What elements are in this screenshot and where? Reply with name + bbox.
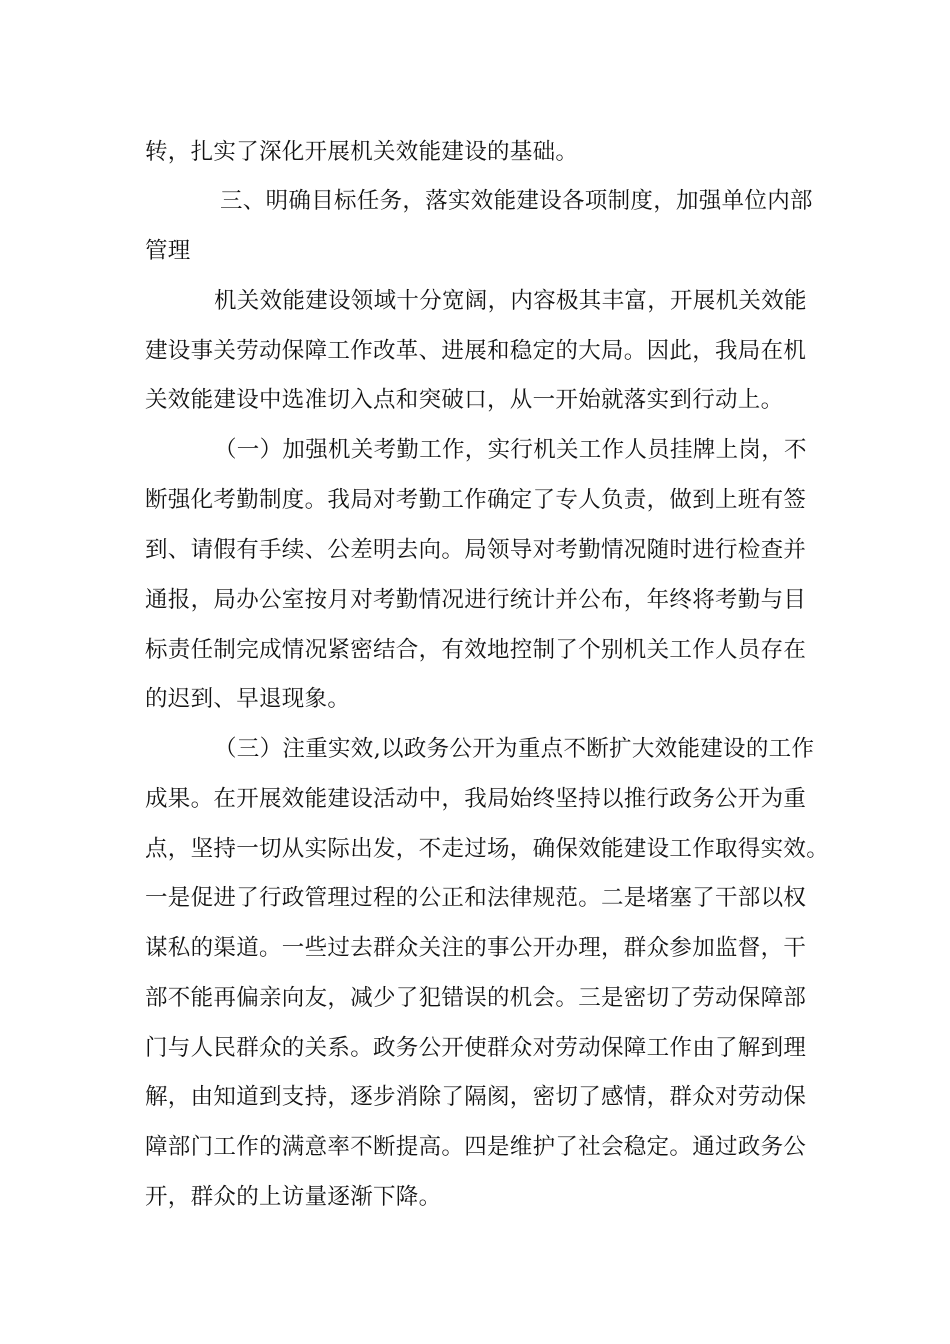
paragraph-line: 点，坚持一切从实际出发，不走过场，确保效能建设工作取得实效。 — [145, 836, 830, 862]
section-heading: 三、明确目标任务，落实效能建设各项制度，加强单位内部 — [220, 188, 813, 214]
subsection-heading: （三）注重实效,以政务公开为重点不断扩大效能建设的工作 — [214, 736, 815, 762]
paragraph-line: 开，群众的上访量逐渐下降。 — [145, 1184, 442, 1210]
section-heading-continuation: 管理 — [145, 238, 191, 264]
paragraph-line: 断强化考勤制度。我局对考勤工作确定了专人负责，做到上班有签 — [145, 487, 807, 513]
paragraph-line: 通报，局办公室按月对考勤情况进行统计并公布，年终将考勤与目 — [145, 587, 807, 613]
paragraph-line: 转，扎实了深化开展机关效能建设的基础。 — [145, 139, 579, 165]
paragraph-line: 标责任制完成情况紧密结合，有效地控制了个别机关工作人员存在 — [145, 637, 807, 663]
paragraph-line: 机关效能建设领域十分宽阔，内容极其丰富，开展机关效能 — [214, 288, 807, 314]
subsection-heading: （一）加强机关考勤工作，实行机关工作人员挂牌上岗，不 — [214, 437, 807, 463]
paragraph-line: 一是促进了行政管理过程的公正和法律规范。二是堵塞了干部以权 — [145, 885, 807, 911]
paragraph-line: 的迟到、早退现象。 — [145, 686, 351, 712]
paragraph-line: 到、请假有手续、公差明去向。局领导对考勤情况随时进行检查并 — [145, 537, 807, 563]
paragraph-line: 建设事关劳动保障工作改革、进展和稳定的大局。因此，我局在机 — [145, 338, 807, 364]
paragraph-line: 障部门工作的满意率不断提高。四是维护了社会稳定。通过政务公 — [145, 1134, 807, 1160]
paragraph-line: 门与人民群众的关系。政务公开使群众对劳动保障工作由了解到理 — [145, 1035, 807, 1061]
paragraph-line: 成果。在开展效能建设活动中，我局始终坚持以推行政务公开为重 — [145, 786, 807, 812]
paragraph-line: 解，由知道到支持，逐步消除了隔阂，密切了感情，群众对劳动保 — [145, 1084, 807, 1110]
paragraph-line: 部不能再偏亲向友，减少了犯错误的机会。三是密切了劳动保障部 — [145, 985, 807, 1011]
paragraph-line: 关效能建设中选准切入点和突破口，从一开始就落实到行动上。 — [145, 387, 784, 413]
paragraph-line: 谋私的渠道。一些过去群众关注的事公开办理，群众参加监督，干 — [145, 935, 807, 961]
